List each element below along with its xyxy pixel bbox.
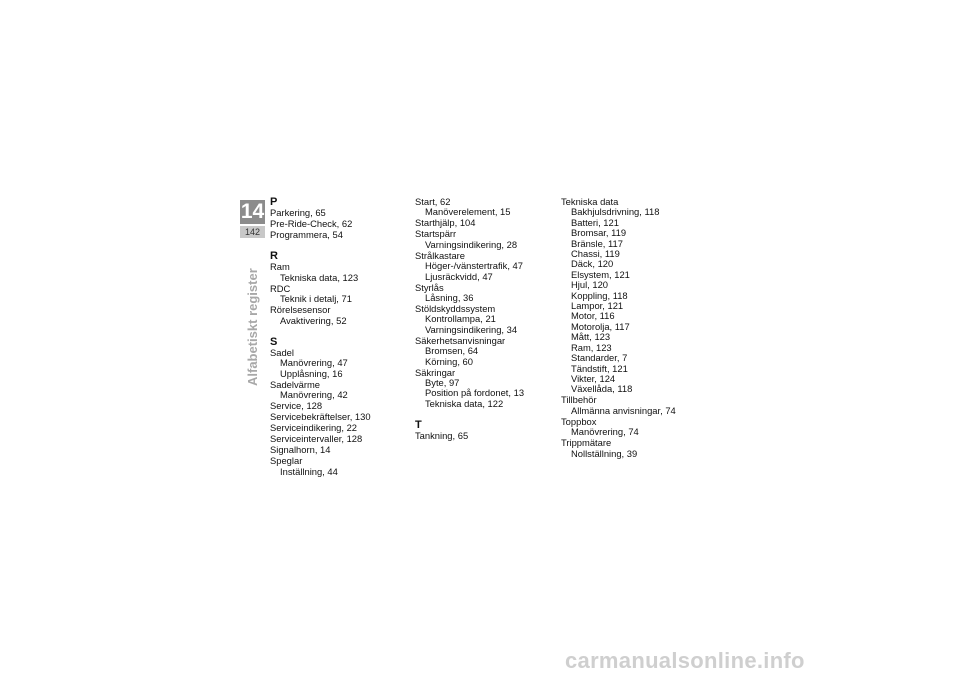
index-subentry: Elsystem, 121 (571, 268, 630, 280)
index-subentry: Inställning, 44 (280, 465, 338, 477)
index-subentry: Körning, 60 (425, 355, 473, 367)
index-term: Strålkastare (415, 249, 466, 261)
chapter-tab (240, 200, 265, 238)
index-subentry: Mått, 123 (571, 331, 611, 343)
index-entry (270, 412, 405, 422)
index-subentry: Hjul, 120 (571, 279, 609, 291)
index-subentry: Upplåsning, 16 (280, 367, 343, 379)
index-subentry: Tändstift, 121 (571, 362, 628, 374)
index-section (270, 337, 405, 477)
index-term: Sadel (270, 347, 294, 359)
index-term: Rörelsesensor (270, 304, 331, 316)
index-subentry: Nollställning, 39 (571, 447, 638, 459)
index-entry (270, 348, 405, 379)
index-subentry: Vikter, 124 (571, 372, 616, 384)
index-subentry: Allmänna anvisningar, 74 (571, 404, 676, 416)
index-subentry: Växellåda, 118 (571, 383, 633, 395)
watermark: carmanualsonline.info (565, 648, 805, 673)
index-term: Serviceindikering, 22 (270, 422, 358, 434)
index-entry (415, 229, 550, 250)
index-term: Parkering, 65 (270, 207, 326, 218)
index-term: Serviceintervaller, 128 (270, 433, 363, 445)
index-section (561, 197, 711, 459)
index-term: Startspärr (415, 228, 457, 240)
index-subentry: Batteri, 121 (571, 216, 619, 228)
chapter-number: 14 (240, 200, 265, 223)
index-subentry: Chassi, 119 (571, 248, 620, 260)
index-term: Starthjälp, 104 (415, 217, 476, 229)
index-subentry: Tekniska data, 122 (425, 397, 504, 409)
index-column-2 (415, 197, 550, 442)
index-letter-heading: T (415, 419, 422, 432)
index-entry (270, 305, 405, 326)
index-term: Toppbox (561, 415, 597, 427)
index-subentry: Teknik i detalj, 71 (280, 293, 352, 305)
index-subentry: Avaktivering, 52 (280, 314, 347, 326)
index-entry (561, 197, 711, 395)
index-subentry: Standarder, 7 (571, 352, 628, 364)
index-entry (270, 208, 405, 218)
index-section (270, 197, 405, 240)
index-entry (415, 304, 550, 335)
index-subentry: Motorolja, 117 (571, 320, 630, 332)
page-number: 142 (240, 226, 265, 238)
section-title: Alfabetiskt register (245, 268, 260, 386)
index-entry (270, 262, 405, 283)
index-subentry: Bromsar, 119 (571, 227, 627, 239)
index-entry (415, 218, 550, 228)
index-entry (270, 434, 405, 444)
index-entry (561, 417, 711, 438)
index-subentry: Manöverelement, 15 (425, 206, 511, 218)
index-term: Tankning, 65 (415, 430, 469, 442)
index-subentry: Bromsen, 64 (425, 345, 479, 357)
index-term: Pre-Ride-Check, 62 (270, 218, 353, 229)
index-entry (270, 230, 405, 240)
index-section (270, 251, 405, 326)
index-term: RDC (270, 282, 291, 294)
index-subentry: Tekniska data, 123 (280, 271, 359, 283)
index-subentry: Koppling, 118 (571, 289, 628, 301)
index-column-3 (561, 197, 711, 460)
index-subentry: Bakhjulsdrivning, 118 (571, 206, 660, 218)
index-subentry: Manövrering, 47 (280, 357, 348, 369)
index-term: Servicebekräftelser, 130 (270, 411, 371, 423)
index-term: Stöldskyddssystem (415, 303, 496, 315)
index-letter-heading: S (270, 336, 278, 349)
index-term: Säkringar (415, 366, 456, 378)
index-entry (270, 401, 405, 411)
index-term: Speglar (270, 455, 303, 467)
index-entry (415, 251, 550, 282)
index-subentry: Varningsindikering, 28 (425, 238, 518, 250)
index-entry (415, 431, 550, 441)
index-entry (270, 219, 405, 229)
index-entry (270, 445, 405, 455)
index-term: Sadelvärme (270, 378, 321, 390)
index-entry (415, 336, 550, 367)
index-subentry: Bränsle, 117 (571, 237, 623, 249)
index-subentry: Position på fordonet, 13 (425, 387, 525, 399)
index-subentry: Manövrering, 74 (571, 426, 639, 438)
index-entry (270, 380, 405, 401)
index-letter-heading: P (270, 196, 278, 208)
index-term: Säkerhetsanvisningar (415, 334, 506, 346)
index-subentry: Lampor, 121 (571, 300, 624, 312)
index-subentry: Manövrering, 42 (280, 389, 348, 401)
index-subentry: Motor, 116 (571, 310, 615, 322)
index-term: Trippmätare (561, 437, 612, 449)
index-subentry: Höger-/vänstertrafik, 47 (425, 260, 523, 272)
index-term: Styrlås (415, 281, 444, 293)
index-section (415, 197, 550, 409)
index-term: Ram (270, 261, 290, 273)
index-entry (270, 456, 405, 477)
index-term: Tillbehör (561, 394, 597, 406)
index-term: Programmera, 54 (270, 229, 343, 240)
index-entry (415, 197, 550, 218)
index-entry (561, 395, 711, 416)
index-subentry: Låsning, 36 (425, 292, 474, 304)
index-entry (415, 368, 550, 410)
index-subentry: Ram, 123 (571, 341, 612, 353)
index-section (415, 420, 550, 441)
index-subentry: Byte, 97 (425, 377, 460, 389)
index-letter-heading: R (270, 250, 278, 263)
index-subentry: Ljusräckvidd, 47 (425, 270, 493, 282)
index-subentry: Varningsindikering, 34 (425, 323, 518, 335)
index-entry (270, 284, 405, 305)
index-subentry: Kontrollampa, 21 (425, 313, 496, 325)
index-term: Signalhorn, 14 (270, 444, 331, 456)
index-entry (415, 283, 550, 304)
index-column-1 (270, 197, 405, 478)
index-term: Tekniska data (561, 196, 619, 207)
index-entry (270, 423, 405, 433)
index-subentry: Däck, 120 (571, 258, 614, 270)
index-entry (561, 438, 711, 459)
index-term: Service, 128 (270, 400, 323, 412)
index-term: Start, 62 (415, 196, 451, 207)
